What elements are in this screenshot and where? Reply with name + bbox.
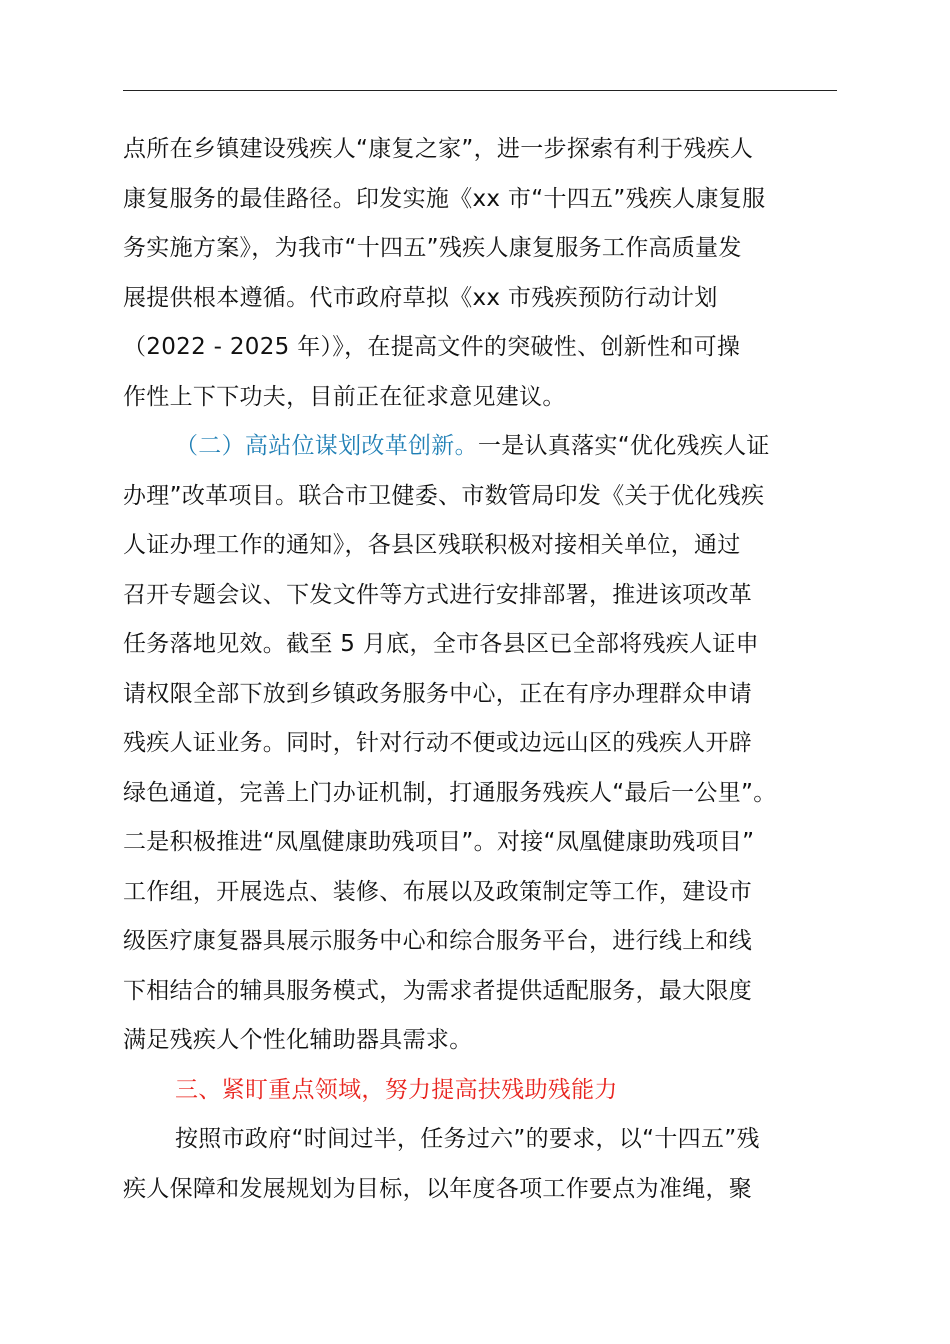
text-line: 任务落地见效。截至 5 月底，全市各县区已全部将残疾人证申 — [123, 631, 759, 657]
text-line — [123, 422, 837, 472]
document-body — [123, 125, 837, 1214]
text-line: 召开专题会议、下发文件等方式进行安排部署，推进该项改革 — [123, 581, 753, 608]
text-line: 下相结合的辅具服务模式，为需求者提供适配服务，最大限度 — [123, 977, 753, 1004]
text-line: 务实施方案》，为我市“十四五”残疾人康复服务工作高质量发 — [123, 235, 742, 261]
text-span: 一是认真落实“优化残疾人证 — [477, 433, 770, 459]
text-line: 残疾人证业务。同时，针对行动不便或边远山区的残疾人开辟 — [123, 730, 753, 756]
text-line: 展提供根本遵循。代市政府草拟《xx 市残疾预防行动计划 — [123, 284, 718, 311]
text-line: 点所在乡镇建设残疾人“康复之家”，进一步探索有利于残疾人 — [123, 136, 754, 162]
paragraph-reform-innovation — [123, 422, 837, 1066]
text-line: 满足残疾人个性化辅助器具需求。 — [123, 1027, 473, 1053]
header-rule — [123, 90, 837, 91]
text-line: 绿色通道，完善上门办证机制，打通服务残疾人“最后一公里”。 — [123, 779, 777, 806]
section-heading: 三、紧盯重点领域，努力提高扶残助残能力 — [175, 1076, 618, 1103]
text-line: （2022 - 2025 年）》，在提高文件的突破性、创新性和可操 — [123, 334, 741, 360]
text-line: 二是积极推进“凤凰健康助残项目”。对接“凤凰健康助残项目” — [123, 829, 755, 855]
paragraph-continuation — [123, 125, 837, 422]
text-line: 请权限全部下放到乡镇政务服务中心，正在有序办理群众申请 — [123, 680, 753, 707]
text-line: 疾人保障和发展规划为目标，以年度各项工作要点为准绳，聚 — [123, 1175, 753, 1202]
text-line: 工作组，开展选点、装修、布展以及政策制定等工作，建设市 — [123, 878, 753, 905]
text-line: 按照市政府“时间过半，任务过六”的要求，以“十四五”残 — [175, 1126, 760, 1152]
subsection-heading: （二）高站位谋划改革创新。 — [175, 433, 478, 459]
text-line: 办理”改革项目。联合市卫健委、市数管局印发《关于优化残疾 — [123, 482, 765, 509]
text-line: 级医疗康复器具展示服务中心和综合服务平台，进行线上和线 — [123, 928, 753, 954]
text-line: 人证办理工作的通知》，各县区残联积极对接相关单位，通过 — [123, 532, 741, 558]
section-three — [123, 1066, 837, 1215]
text-line: 康复服务的最佳路径。印发实施《xx 市“十四五”残疾人康复服 — [123, 185, 766, 212]
text-line: 作性上下下功夫，目前正在征求意见建议。 — [123, 383, 566, 410]
